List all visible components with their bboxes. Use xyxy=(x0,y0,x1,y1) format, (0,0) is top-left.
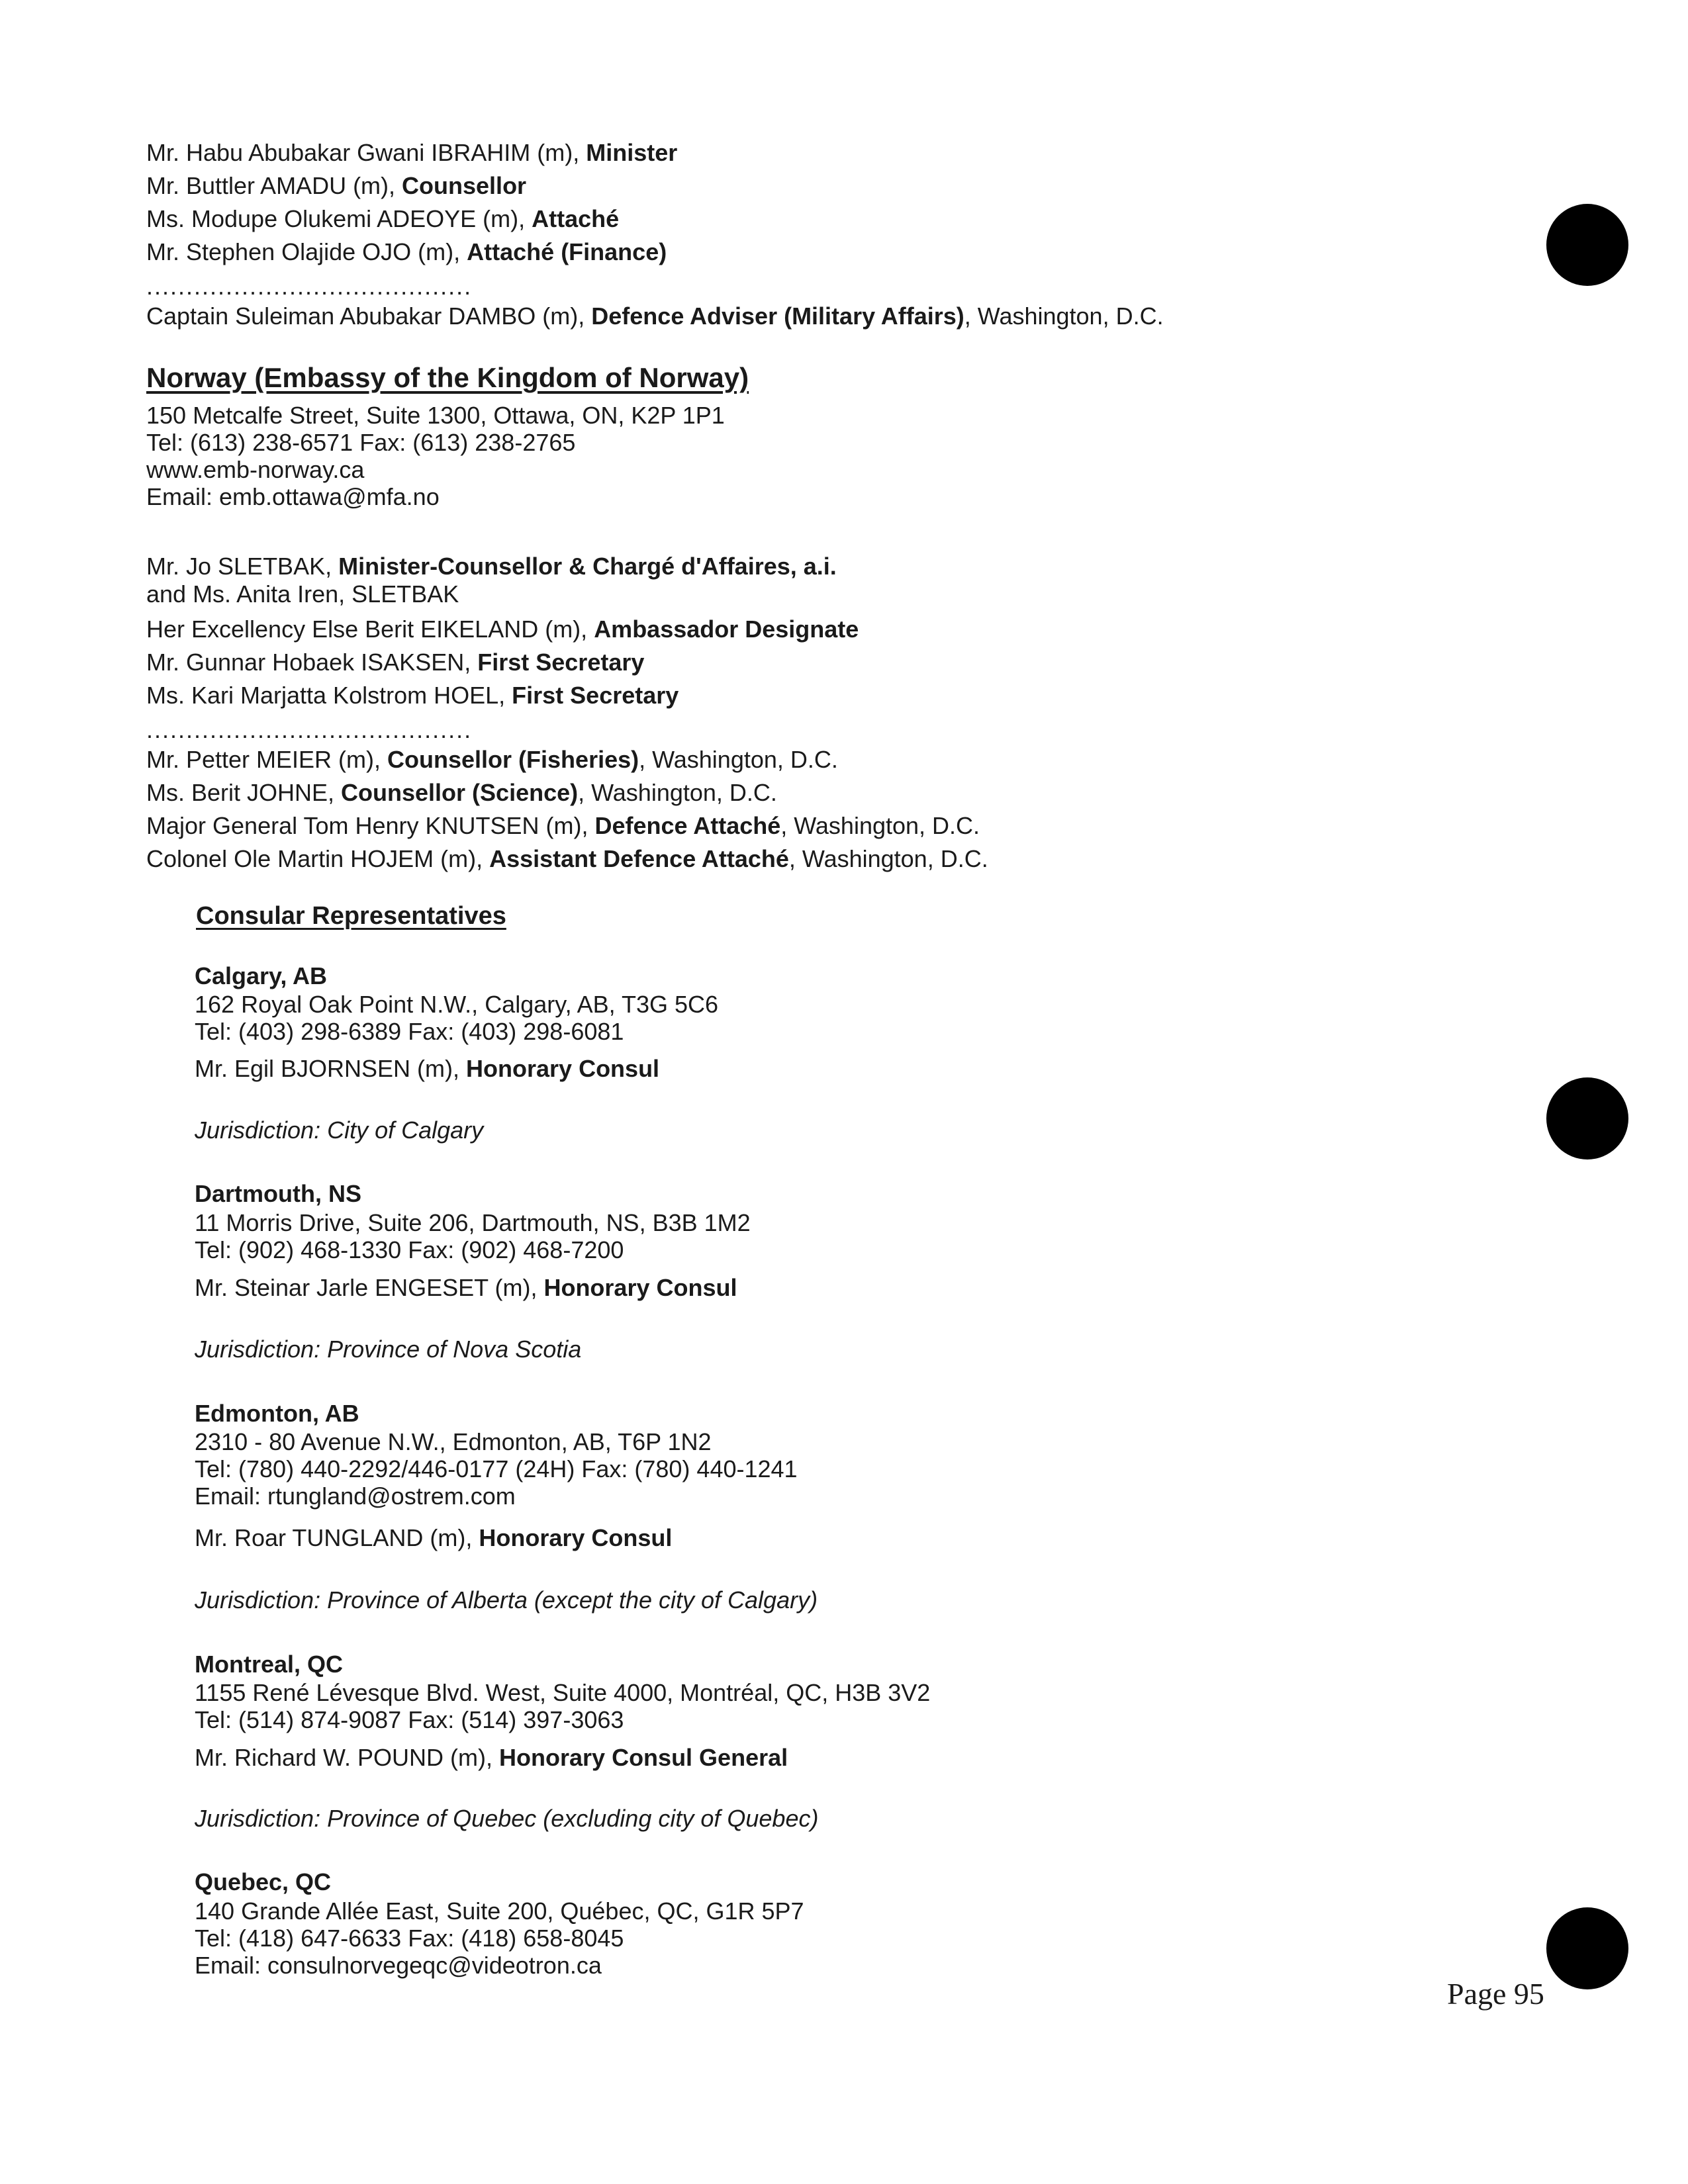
staff-location: , Washington, D.C. xyxy=(639,746,838,773)
consulate-city: Calgary, AB xyxy=(195,962,328,989)
defence-adviser-line xyxy=(146,304,1164,328)
staff-name: Mr. Gunnar Hobaek ISAKSEN, xyxy=(146,649,478,676)
consulate-address: 11 Morris Drive, Suite 206, Dartmouth, NS, B3B 1M2 xyxy=(195,1209,751,1236)
embassy-email: Email: emb.ottawa@mfa.no xyxy=(146,483,440,510)
staff-line xyxy=(146,240,667,264)
staff-name: Her Excellency Else Berit EIKELAND (m), xyxy=(146,615,594,643)
consulate-phone: Tel: (418) 647-6633 Fax: (418) 658-8045 xyxy=(195,1925,624,1952)
consul-name: Mr. Richard W. POUND (m), xyxy=(195,1744,500,1771)
staff-name: Mr. Jo SLETBAK, xyxy=(146,553,339,580)
consulate-phone: Tel: (514) 874-9087 Fax: (514) 397-3063 xyxy=(195,1706,624,1733)
staff-title: Ambassador Designate xyxy=(594,615,859,643)
punch-hole xyxy=(1546,1907,1628,1989)
staff-line xyxy=(146,582,459,606)
consulate-jurisdiction: Jurisdiction: Province of Alberta (except the city of Calgary) xyxy=(195,1586,818,1614)
consulate-jurisdiction: Jurisdiction: Province of Quebec (excluding city of Quebec) xyxy=(195,1805,819,1832)
consulate-jurisdiction: Jurisdiction: City of Calgary xyxy=(195,1116,484,1144)
embassy-phone: Tel: (613) 238-6571 Fax: (613) 238-2765 xyxy=(146,429,576,456)
consul-title: Honorary Consul xyxy=(479,1524,673,1551)
consulate-city: Dartmouth, NS xyxy=(195,1180,361,1207)
staff-title: Minister xyxy=(586,139,678,166)
staff-title: Counsellor (Science) xyxy=(341,779,579,806)
staff-line xyxy=(146,684,679,707)
staff-location: , Washington, D.C. xyxy=(780,812,980,839)
staff-line xyxy=(146,651,644,674)
staff-line xyxy=(146,174,526,198)
embassy-heading: Norway (Embassy of the Kingdom of Norway) xyxy=(146,362,749,393)
staff-line xyxy=(146,748,838,772)
consular-heading: Consular Representatives xyxy=(196,902,506,930)
staff-name: Mr. Habu Abubakar Gwani IBRAHIM (m), xyxy=(146,139,586,166)
staff-line xyxy=(146,781,777,805)
consulate-address: 162 Royal Oak Point N.W., Calgary, AB, T3G 5C6 xyxy=(195,991,719,1018)
consulate-phone: Tel: (780) 440-2292/446-0177 (24H) Fax: (780) 440-1241 xyxy=(195,1455,798,1482)
dotted-separator: ......................................... xyxy=(146,716,473,743)
staff-name: Ms. Kari Marjatta Kolstrom HOEL, xyxy=(146,682,512,709)
staff-name: Mr. Stephen Olajide OJO (m), xyxy=(146,238,467,265)
staff-location: , Washington, D.C. xyxy=(788,845,988,872)
consul-name: Mr. Egil BJORNSEN (m), xyxy=(195,1055,467,1082)
staff-title: First Secretary xyxy=(512,682,679,709)
staff-line xyxy=(146,617,859,641)
consul-name: Mr. Roar TUNGLAND (m), xyxy=(195,1524,479,1551)
staff-title: Counsellor xyxy=(402,172,527,199)
punch-hole xyxy=(1546,1077,1628,1160)
embassy-address: 150 Metcalfe Street, Suite 1300, Ottawa, ON, K2P 1P1 xyxy=(146,402,725,429)
page-number: Page 95 xyxy=(1447,1977,1544,2011)
consul-line xyxy=(195,1746,788,1770)
consulate-email: Email: rtungland@ostrem.com xyxy=(195,1482,516,1510)
staff-name: and Ms. Anita Iren, SLETBAK xyxy=(146,580,459,608)
staff-title: Assistant Defence Attaché xyxy=(489,845,789,872)
staff-line xyxy=(146,141,677,165)
consul-title: Honorary Consul xyxy=(466,1055,660,1082)
staff-title: Minister-Counsellor & Chargé d'Affaires, a.i. xyxy=(338,553,837,580)
staff-name: Mr. Buttler AMADU (m), xyxy=(146,172,402,199)
staff-name: Mr. Petter MEIER (m), xyxy=(146,746,388,773)
consulate-phone: Tel: (403) 298-6389 Fax: (403) 298-6081 xyxy=(195,1018,624,1045)
staff-title: Attaché (Finance) xyxy=(467,238,667,265)
consulate-city: Montreal, QC xyxy=(195,1651,344,1678)
staff-title: Attaché xyxy=(532,205,620,232)
punch-hole xyxy=(1546,204,1628,286)
staff-name: Colonel Ole Martin HOJEM (m), xyxy=(146,845,490,872)
embassy-website: www.emb-norway.ca xyxy=(146,456,365,483)
staff-location: , Washington, D.C. xyxy=(964,302,1164,330)
staff-line xyxy=(146,555,837,578)
consulate-address: 1155 René Lévesque Blvd. West, Suite 4000, Montréal, QC, H3B 3V2 xyxy=(195,1679,931,1706)
consulate-city: Quebec, QC xyxy=(195,1868,332,1895)
staff-title: Counsellor (Fisheries) xyxy=(387,746,639,773)
consulate-address: 2310 - 80 Avenue N.W., Edmonton, AB, T6P 1N2 xyxy=(195,1428,712,1455)
consulate-jurisdiction: Jurisdiction: Province of Nova Scotia xyxy=(195,1336,582,1363)
staff-location: , Washington, D.C. xyxy=(578,779,777,806)
staff-line xyxy=(146,847,988,871)
staff-line xyxy=(146,207,619,231)
staff-line xyxy=(146,814,980,838)
staff-title: Defence Adviser (Military Affairs) xyxy=(591,302,964,330)
staff-title: First Secretary xyxy=(477,649,645,676)
staff-name: Ms. Modupe Olukemi ADEOYE (m), xyxy=(146,205,532,232)
staff-name: Major General Tom Henry KNUTSEN (m), xyxy=(146,812,595,839)
dotted-separator: ......................................... xyxy=(146,273,473,300)
consul-line xyxy=(195,1057,659,1081)
consul-name: Mr. Steinar Jarle ENGESET (m), xyxy=(195,1274,544,1301)
consul-line xyxy=(195,1526,672,1550)
consul-title: Honorary Consul xyxy=(543,1274,737,1301)
staff-name: Ms. Berit JOHNE, xyxy=(146,779,342,806)
consulate-address: 140 Grande Allée East, Suite 200, Québec, QC, G1R 5P7 xyxy=(195,1897,804,1925)
consulate-email: Email: consulnorvegeqc@videotron.ca xyxy=(195,1952,602,1979)
consul-line xyxy=(195,1276,737,1300)
consul-title: Honorary Consul General xyxy=(499,1744,788,1771)
consulate-phone: Tel: (902) 468-1330 Fax: (902) 468-7200 xyxy=(195,1236,624,1263)
staff-name: Captain Suleiman Abubakar DAMBO (m), xyxy=(146,302,592,330)
staff-title: Defence Attaché xyxy=(594,812,781,839)
consulate-city: Edmonton, AB xyxy=(195,1400,359,1427)
